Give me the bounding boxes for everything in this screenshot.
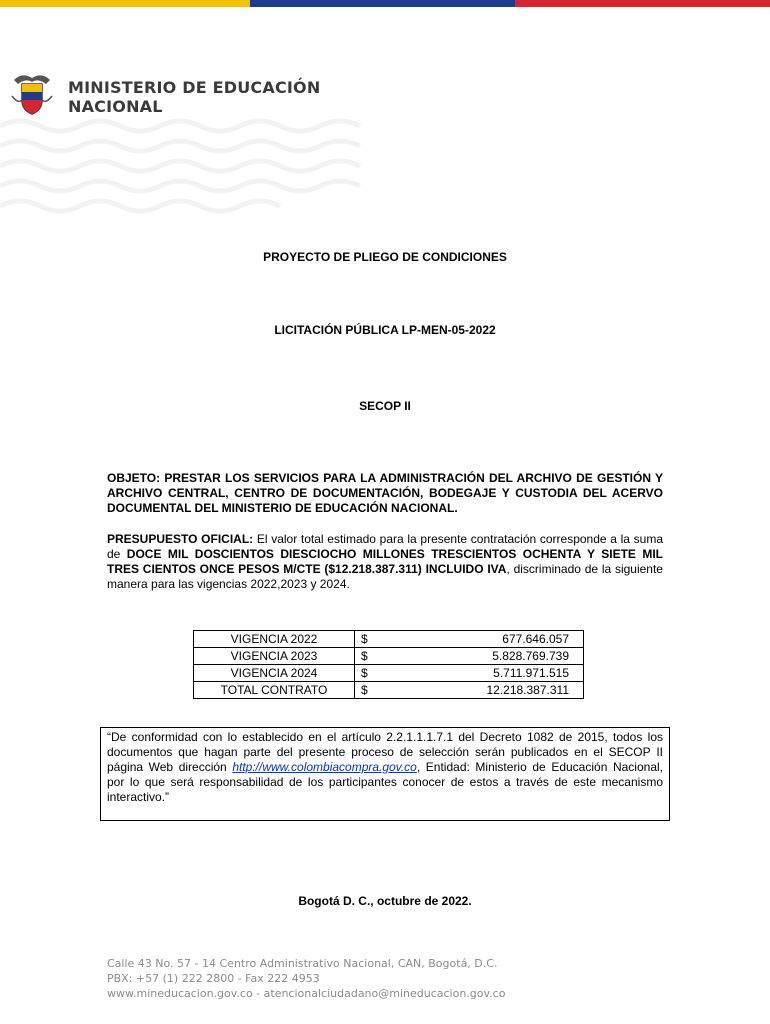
- total-amount: 12.218.387.311: [377, 682, 584, 699]
- flag-blue-segment: [250, 0, 515, 7]
- vigencias-table: [193, 630, 584, 699]
- flag-color-bar: [0, 0, 770, 7]
- ministry-name-line2: NACIONAL: [68, 97, 163, 116]
- vigencia-label: VIGENCIA 2023: [194, 648, 355, 665]
- platform-label: SECOP II: [359, 399, 411, 413]
- currency-symbol: $: [355, 648, 378, 665]
- vigencia-amount: 5.711.971.515: [377, 665, 584, 682]
- currency-symbol: $: [355, 682, 378, 699]
- currency-symbol: $: [355, 665, 378, 682]
- presupuesto-label: PRESUPUESTO OFICIAL:: [107, 532, 254, 546]
- presupuesto-paragraph: [107, 532, 663, 592]
- vigencia-amount: 677.646.057: [377, 631, 584, 648]
- licitacion-number: LICITACIÓN PÚBLICA LP-MEN-05-2022: [274, 323, 496, 337]
- table-row: [194, 631, 584, 648]
- table-row: [194, 648, 584, 665]
- total-label: TOTAL CONTRATO: [194, 682, 355, 699]
- currency-symbol: $: [355, 631, 378, 648]
- notice-text-2: , Entidad: Ministerio de Educación Nacional, por lo que será responsabilidad de los participantes conocer de estos a través de este mecanismo interactivo.”: [107, 760, 663, 804]
- footer-contact: [107, 956, 505, 1001]
- notice-text-1: “De conformidad con lo establecido en el artículo 2.2.1.1.1.7.1 del Decreto 1082 de 2015, todos los documentos que hagan parte del presente proceso de selección serán publicados en el SECOP II página Web dirección: [107, 730, 663, 774]
- vigencia-label: VIGENCIA 2022: [194, 631, 355, 648]
- secop-notice-box: [100, 727, 670, 821]
- colombiacompra-link[interactable]: http://www.colombiacompra.gov.co: [232, 760, 417, 774]
- document-title: PROYECTO DE PLIEGO DE CONDICIONES: [263, 250, 507, 264]
- table-row: [194, 665, 584, 682]
- flag-yellow-segment: [0, 0, 250, 7]
- table-row: [194, 682, 584, 699]
- flag-red-segment: [515, 0, 770, 7]
- footer-phone: PBX: +57 (1) 222 2800 - Fax 222 4953: [107, 972, 320, 985]
- ministry-name-line1: MINISTERIO DE EDUCACIÓN: [68, 78, 321, 97]
- vigencia-label: VIGENCIA 2024: [194, 665, 355, 682]
- objeto-paragraph: OBJETO: PRESTAR LOS SERVICIOS PARA LA ADMINISTRACIÓN DEL ARCHIVO DE GESTIÓN Y ARCHIVO CENTRAL, CENTRO DE DOCUMENTACIÓN, BODEGAJE Y CUSTODIA DEL ACERVO DOCUMENTAL DEL MINISTERIO DE EDUCACIÓN NACIONAL.: [107, 471, 663, 515]
- wave-pattern: [0, 106, 370, 226]
- footer-address: Calle 43 No. 57 - 14 Centro Administrativo Nacional, CAN, Bogotá, D.C.: [107, 957, 498, 970]
- vigencia-amount: 5.828.769.739: [377, 648, 584, 665]
- presupuesto-amount-words: DOCE MIL DOSCIENTOS DIESCIOCHO MILLONES TRESCIENTOS OCHENTA Y SIETE MIL TRES CIENTOS ONCE PESOS M/CTE ($12.218.387.311) INCLUIDO IVA: [107, 547, 664, 576]
- presupuesto-text-1: El valor total estimado para la presente contratación corresponde a la suma de: [107, 532, 663, 561]
- footer-web: www.mineducacion.gov.co - atencionalciudadano@mineducacion.gov.co: [107, 987, 506, 1000]
- presupuesto-text-2: , discriminado de la siguiente manera para las vigencias 2022,2023 y 2024.: [107, 562, 663, 591]
- ministry-header: [0, 66, 770, 226]
- colombia-coat-of-arms-icon: [8, 70, 56, 120]
- ministry-name: [68, 78, 320, 116]
- date-line: Bogotá D. C., octubre de 2022.: [298, 894, 472, 908]
